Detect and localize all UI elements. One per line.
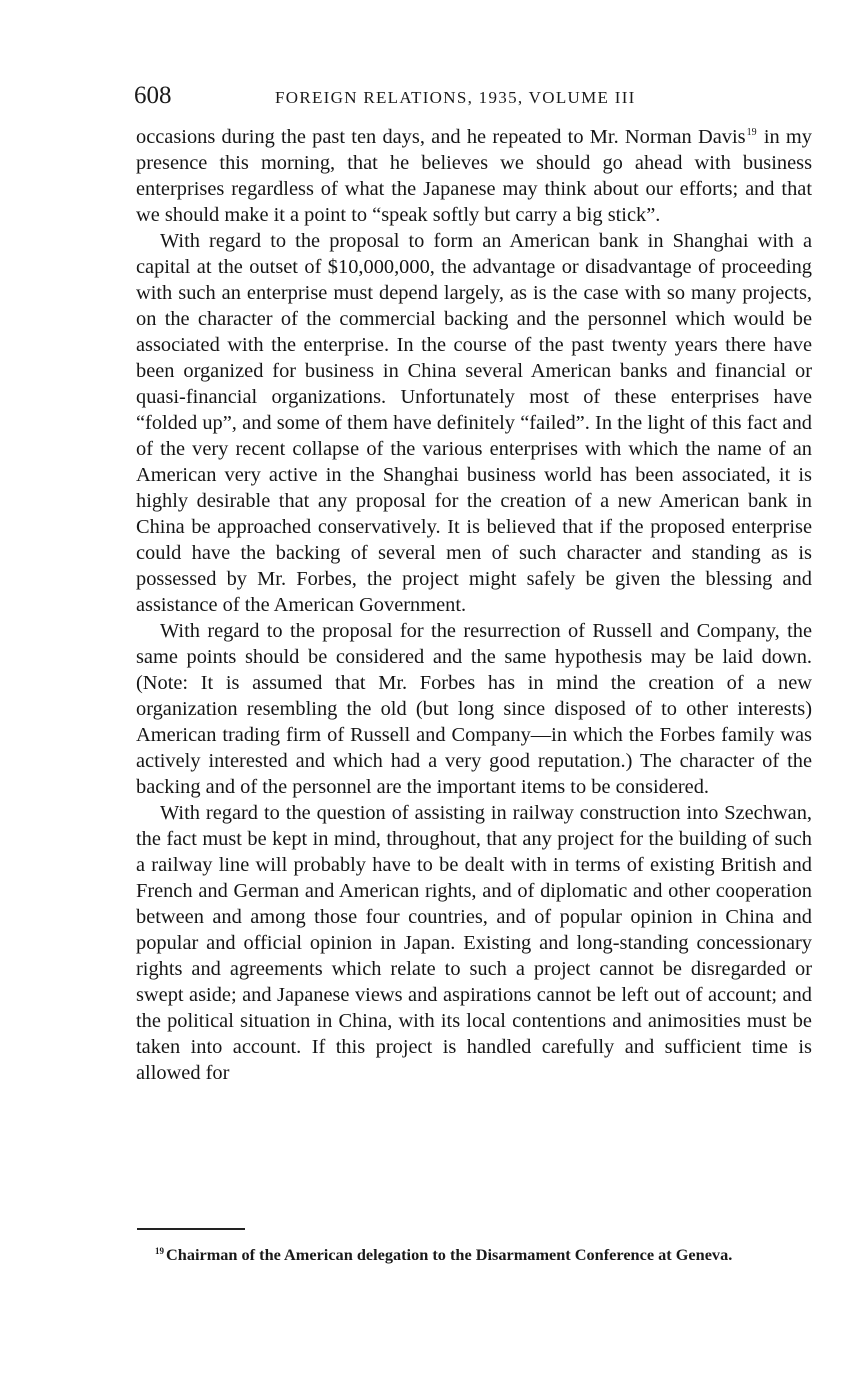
paragraph-1-text-end: in my presence this morning, that he believes we should go ahead with business enterprises regardless of what the Japanese may think about our efforts; and that we should make it a point to “speak softly but carry a big stick”. [136,126,812,226]
paragraph-4: With regard to the question of assisting in railway construction into Szechwan, the fact must be kept in mind, throughout, that any project for the building of such a railway line will probably have to be dealt with in terms of existing British and French and German and American rights, and of diplomatic and other cooperation between and among those four countries, and of popular opinion in China and popular and official opinion in Japan. Existing and long-standing concessionary rights and agreements which relate to such a project cannot be disregarded or swept aside; and Japanese views and aspirations cannot be left out of account; and the political situation in China, with its local contentions and animosities must be taken into account. If this project is handled carefully and sufficient time is allowed for [136,802,812,1084]
footnote-text: Chairman of the American delegation to the Disarmament Conference at Geneva. [166,1245,733,1264]
paragraph-2: With regard to the proposal to form an American bank in Shanghai with a capital at the outset of $10,000,000, the advantage or disadvantage of proceeding with such an enterprise must depend largely, as is the case with so many projects, on the character of the commercial backing and the personnel which would be associated with the enterprise. In the course of the past twenty years there have been organized for business in China several American banks and financial or quasi-financial organizations. Unfortunately most of these enterprises have “folded up”, and some of them have definitely “failed”. In the light of this fact and of the very recent collapse of the various enterprises with which the name of an American very active in the Shanghai business world has been associated, it is highly desirable that any proposal for the creation of a new American bank in China be approached conservatively. It is believed that if the proposed enterprise could have the backing of several men of such character and standing as is possessed by Mr. Forbes, the project might safely be given the blessing and assistance of the American Government. [136,230,812,616]
paragraph-1-text-start: occasions during the past ten days, and he repeated to Mr. Norman Davis [136,126,746,148]
footnote-divider [137,1228,245,1230]
page-header [134,82,814,112]
page-number: 608 [134,82,172,109]
paragraph-3: With regard to the proposal for the resurrection of Russell and Company, the same points should be considered and the same hypothesis may be laid down. (Note: It is assumed that Mr. Forbes has in mind the creation of a new organization resembling the old (but long since disposed of to other interests) American trading firm of Russell and Company—in which the Forbes family was actively interested and which had a very good reputation.) The character of the backing and of the personnel are the important items to be considered. [136,620,812,798]
body-text [136,124,812,1086]
footnote-marker: 19 [155,1246,164,1256]
running-title: FOREIGN RELATIONS, 1935, VOLUME III [275,88,636,107]
footnote [137,1245,813,1264]
paragraph-1 [136,124,812,228]
footnote-reference-19: 19 [746,127,757,138]
